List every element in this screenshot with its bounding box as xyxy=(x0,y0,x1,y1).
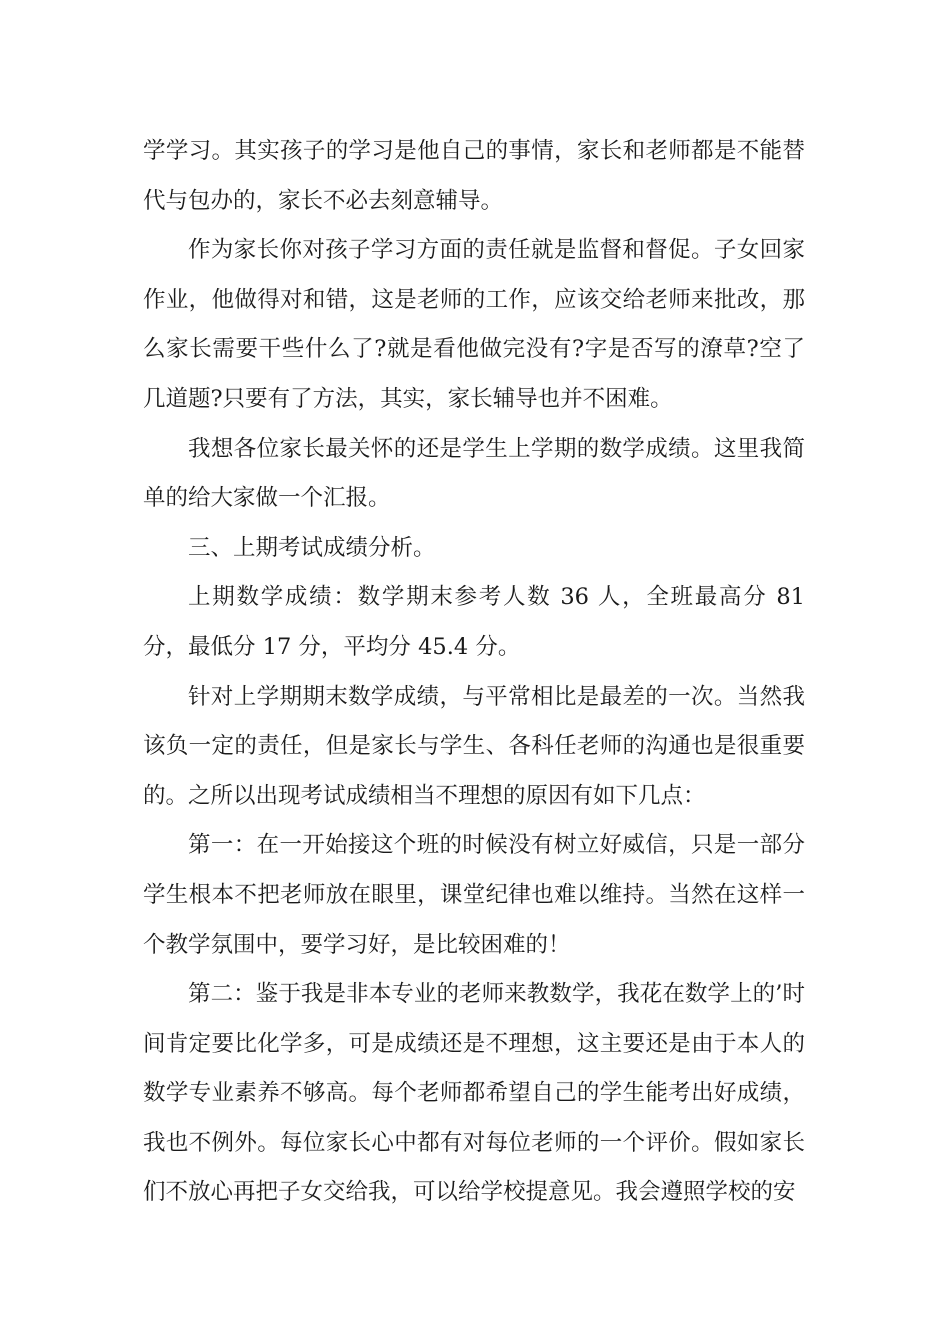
paragraph-parent-responsibility: 作为家长你对孩子学习方面的责任就是监督和督促。子女回家作业，他做得对和错，这是老师的工作，应该交给老师来批改，那么家长需要干些什么了?就是看他做完没有?字是否写的潦草?空了几道题?只要有了方法，其实，家长辅导也并不困难。 xyxy=(143,237,805,412)
paragraph-continuation: 学学习。其实孩子的学习是他自己的事情，家长和老师都是不能替代与包办的，家长不必去刻意辅导。 xyxy=(143,138,805,214)
paragraph-grade-report-intro: 我想各位家长最关怀的还是学生上学期的数学成绩。这里我简单的给大家做一个汇报。 xyxy=(143,435,805,512)
document-body xyxy=(143,127,805,1218)
paragraph-reason-two: 第二：鉴于我是非本专业的老师来教数学，我花在数学上的’时间肯定要比化学多，可是成绩还是不理想，这主要还是由于本人的数学专业素养不够高。每个老师都希望自己的学生能考出好成绩，我也不例外。每位家长心中都有对每位老师的一个评价。假如家长们不放心再把子女交给我，可以给学校提意见。我会遵照学校的安 xyxy=(143,981,805,1206)
section-heading-exam-analysis: 三、上期考试成绩分析。 xyxy=(188,534,436,561)
paragraph-score-summary: 上期数学成绩：数学期末参考人数 36 人，全班最高分 81 分，最低分 17 分，平均分 45.4 分。 xyxy=(143,584,805,660)
paragraph-reason-one: 第一：在一开始接这个班的时候没有树立好威信，只是一部分学生根本不把老师放在眼里，课堂纪律也难以维持。当然在这样一个教学氛围中，要学习好，是比较困难的！ xyxy=(143,832,805,958)
paragraph-score-reflection: 针对上学期期末数学成绩，与平常相比是最差的一次。当然我该负一定的责任，但是家长与学生、各科任老师的沟通也是很重要的。之所以出现考试成绩相当不理想的原因有如下几点： xyxy=(143,683,805,809)
